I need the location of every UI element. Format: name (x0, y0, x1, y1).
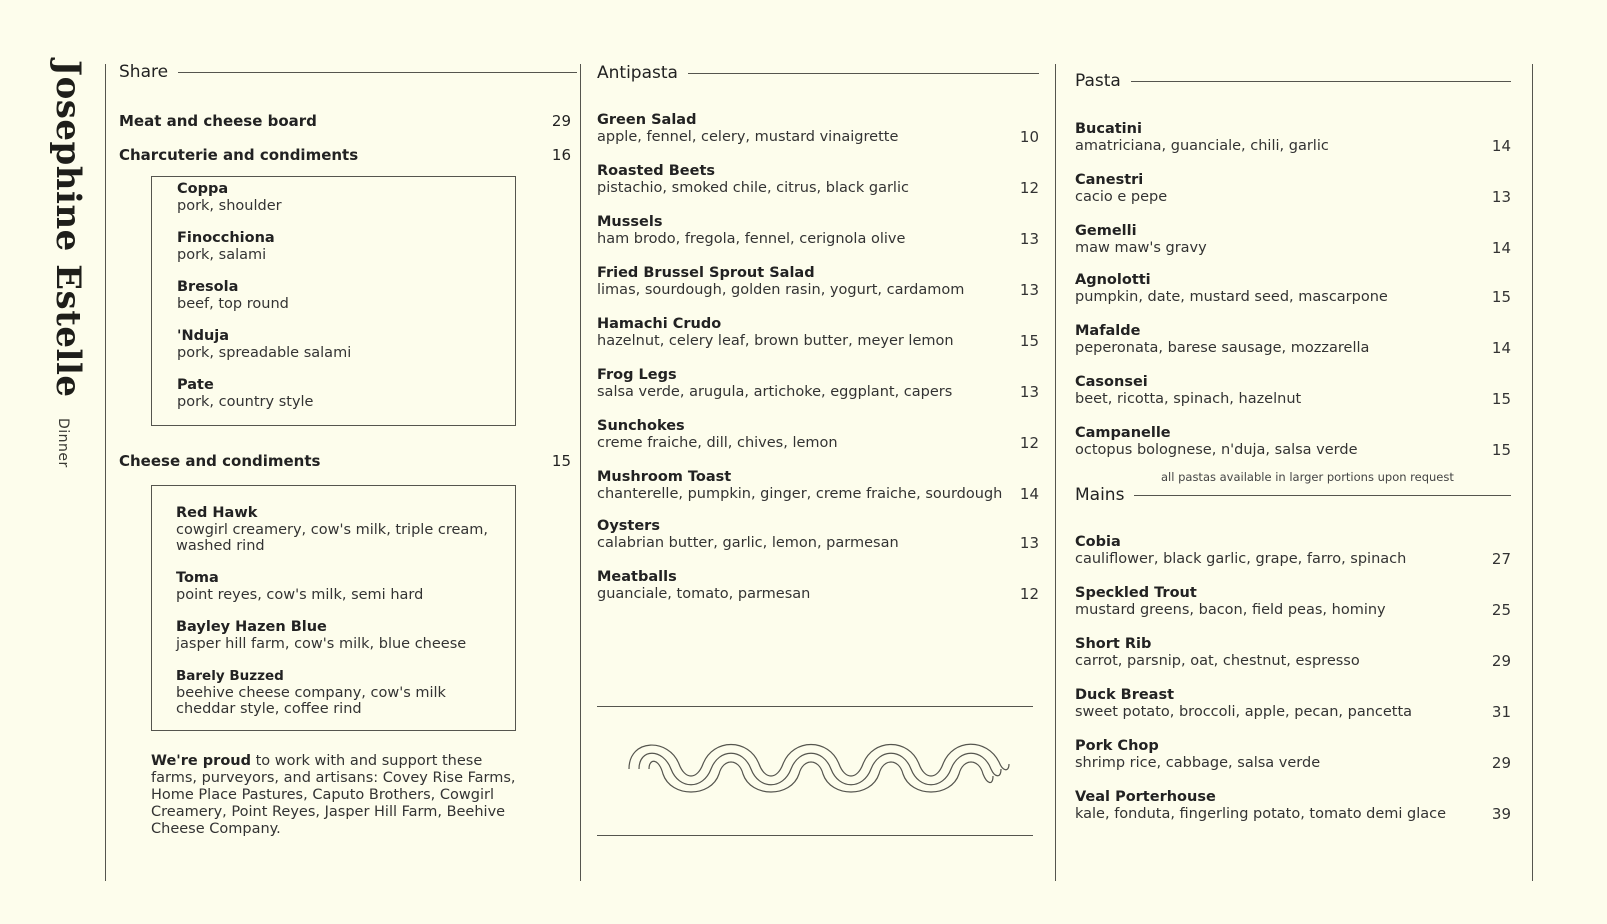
item-name: Coppa (177, 181, 229, 197)
menu-item (1075, 534, 1511, 568)
menu-item (597, 418, 1039, 452)
item-desc: point reyes, cow's milk, semi hard (176, 587, 424, 603)
menu-item (1075, 172, 1511, 206)
item-name: Mafalde (1075, 323, 1141, 339)
ornament-rule-bottom (597, 835, 1033, 836)
item-name: Short Rib (1075, 636, 1152, 652)
item-name: Red Hawk (176, 505, 258, 521)
ornament-rule-top (597, 706, 1033, 707)
item-price: 29 (1491, 754, 1511, 772)
item-desc: sweet potato, broccoli, apple, pecan, pancetta (1075, 704, 1413, 720)
item-desc: shrimp rice, cabbage, salsa verde (1075, 755, 1321, 771)
cheese-box (151, 485, 516, 731)
column-divider (1532, 64, 1533, 881)
menu-item (597, 569, 1039, 603)
item-name: Cheese and condiments (119, 452, 321, 470)
menu-type: Dinner (55, 418, 71, 468)
menu-item (1075, 374, 1511, 408)
menu-item (597, 518, 1039, 552)
list-item (176, 570, 505, 603)
list-item (176, 668, 505, 717)
menu-item (597, 112, 1039, 146)
list-item (177, 328, 515, 361)
item-name: Agnolotti (1075, 272, 1151, 288)
menu-item (597, 316, 1039, 350)
share-line (119, 146, 577, 164)
item-name: Duck Breast (1075, 687, 1175, 703)
item-price: 12 (1019, 179, 1039, 197)
item-desc: calabrian butter, garlic, lemon, parmesan (597, 535, 899, 551)
charcuterie-box (151, 176, 516, 426)
item-price: 14 (1491, 339, 1511, 357)
item-desc: pistachio, smoked chile, citrus, black garlic (597, 180, 909, 196)
item-desc: hazelnut, celery leaf, brown butter, meyer lemon (597, 333, 954, 349)
menu-item (1075, 636, 1511, 670)
item-name: Charcuterie and condiments (119, 146, 359, 164)
restaurant-name: Josephine Estelle (48, 60, 88, 398)
item-desc: amatriciana, guanciale, chili, garlic (1075, 138, 1329, 154)
item-price: 15 (1491, 288, 1511, 306)
list-item (176, 505, 505, 554)
menu-item (597, 469, 1039, 503)
item-desc: mustard greens, bacon, field peas, hominy (1075, 602, 1386, 618)
menu-item (597, 214, 1039, 248)
item-price: 16 (551, 146, 571, 164)
item-name: Oysters (597, 518, 660, 534)
item-desc: beehive cheese company, cow's milk cheddar style, coffee rind (176, 685, 446, 717)
item-price: 25 (1491, 601, 1511, 619)
item-desc: pork, country style (177, 394, 314, 410)
item-price: 15 (1491, 441, 1511, 459)
antipasta-header (597, 63, 1039, 83)
mains-header (1075, 485, 1511, 505)
item-name: Veal Porterhouse (1075, 789, 1216, 805)
item-name: Frog Legs (597, 367, 677, 383)
menu-item (1075, 323, 1511, 357)
item-name: Barely Buzzed (176, 668, 284, 684)
share-header (119, 62, 577, 82)
item-name: Mussels (597, 214, 663, 230)
item-name: Green Salad (597, 112, 697, 128)
item-desc: pork, salami (177, 247, 267, 263)
item-name: Fried Brussel Sprout Salad (597, 265, 815, 281)
menu-item (1075, 272, 1511, 306)
column-divider (105, 64, 106, 881)
section-rule (688, 73, 1039, 74)
pasta-header (1075, 71, 1511, 91)
list-item (176, 619, 505, 652)
item-name: Pate (177, 377, 214, 393)
item-name: Bayley Hazen Blue (176, 619, 327, 635)
item-price: 29 (551, 112, 571, 130)
item-desc: cacio e pepe (1075, 189, 1168, 205)
column-divider (580, 64, 581, 881)
pasta-mains-section (1075, 0, 1511, 924)
pasta-note: all pastas available in larger portions upon request (1161, 470, 1454, 484)
item-price: 14 (1491, 239, 1511, 257)
item-name: Canestri (1075, 172, 1144, 188)
section-title: Mains (1075, 485, 1125, 505)
menu-item (1075, 585, 1511, 619)
item-price: 31 (1491, 703, 1511, 721)
column-divider (1055, 64, 1056, 881)
share-section (119, 0, 577, 924)
menu-item (1075, 738, 1511, 772)
list-item (177, 377, 515, 410)
item-desc: beef, top round (177, 296, 289, 312)
item-name: Roasted Beets (597, 163, 716, 179)
section-rule (1134, 495, 1511, 496)
item-desc: guanciale, tomato, parmesan (597, 586, 811, 602)
item-name: Pork Chop (1075, 738, 1159, 754)
section-rule (178, 72, 577, 73)
item-price: 12 (1019, 434, 1039, 452)
item-price: 13 (1019, 383, 1039, 401)
item-price: 27 (1491, 550, 1511, 568)
item-price: 13 (1019, 534, 1039, 552)
item-desc: carrot, parsnip, oat, chestnut, espresso (1075, 653, 1360, 669)
list-item (177, 279, 515, 312)
item-desc: jasper hill farm, cow's milk, blue cheese (176, 636, 467, 652)
item-name: Gemelli (1075, 223, 1137, 239)
proud-text: to work with and support these farms, purveyors, and artisans: Covey Rise Farms, Home Place Pastures, Caputo Brothers, Cowgirl Creamery, Point Reyes, Jasper Hill Farm, Beehive Cheese Company. (151, 753, 516, 837)
item-desc: maw maw's gravy (1075, 240, 1207, 256)
menu-item (1075, 121, 1511, 155)
item-desc: salsa verde, arugula, artichoke, eggplant, capers (597, 384, 953, 400)
section-rule (1131, 81, 1511, 82)
brand (44, 60, 94, 480)
item-price: 13 (1019, 281, 1039, 299)
item-desc: cauliflower, black garlic, grape, farro, spinach (1075, 551, 1407, 567)
item-desc: octopus bolognese, n'duja, salsa verde (1075, 442, 1358, 458)
item-name: Bucatini (1075, 121, 1142, 137)
item-name: Sunchokes (597, 418, 685, 434)
item-desc: kale, fonduta, fingerling potato, tomato demi glace (1075, 806, 1447, 822)
item-price: 12 (1019, 585, 1039, 603)
item-desc: pork, shoulder (177, 198, 282, 214)
proud-lead: We're proud (151, 753, 251, 769)
item-name: Speckled Trout (1075, 585, 1197, 601)
item-desc: pork, spreadable salami (177, 345, 352, 361)
proud-statement (151, 753, 521, 838)
menu-item (597, 163, 1039, 197)
item-name: Hamachi Crudo (597, 316, 722, 332)
item-name: Casonsei (1075, 374, 1148, 390)
menu-item (597, 265, 1039, 299)
item-name: Campanelle (1075, 425, 1171, 441)
item-price: 14 (1491, 137, 1511, 155)
item-name: Cobia (1075, 534, 1121, 550)
item-name: Toma (176, 570, 219, 586)
item-price: 15 (551, 452, 571, 470)
item-desc: apple, fennel, celery, mustard vinaigrette (597, 129, 899, 145)
item-desc: limas, sourdough, golden rasin, yogurt, cardamom (597, 282, 965, 298)
section-title: Share (119, 62, 169, 82)
item-desc: ham brodo, fregola, fennel, cerignola olive (597, 231, 906, 247)
item-name: Finocchiona (177, 230, 275, 246)
item-desc: cowgirl creamery, cow's milk, triple cream, washed rind (176, 522, 489, 554)
item-name: Mushroom Toast (597, 469, 732, 485)
antipasta-section (597, 0, 1039, 924)
item-price: 15 (1019, 332, 1039, 350)
item-price: 29 (1491, 652, 1511, 670)
section-title: Pasta (1075, 71, 1121, 91)
item-desc: beet, ricotta, spinach, hazelnut (1075, 391, 1302, 407)
section-title: Antipasta (597, 63, 678, 83)
menu-item (1075, 223, 1511, 257)
item-price: 14 (1019, 485, 1039, 503)
menu-item (1075, 687, 1511, 721)
item-price: 15 (1491, 390, 1511, 408)
item-desc: pumpkin, date, mustard seed, mascarpone (1075, 289, 1388, 305)
item-desc: peperonata, barese sausage, mozzarella (1075, 340, 1370, 356)
item-desc: chanterelle, pumpkin, ginger, creme fraiche, sourdough (597, 486, 1003, 502)
pasta-squiggle-icon (625, 736, 1011, 802)
item-price: 10 (1019, 128, 1039, 146)
item-name: Bresola (177, 279, 239, 295)
item-price: 13 (1491, 188, 1511, 206)
menu-item (1075, 789, 1511, 823)
menu-item (597, 367, 1039, 401)
item-name: 'Nduja (177, 328, 230, 344)
item-desc: creme fraiche, dill, chives, lemon (597, 435, 838, 451)
item-price: 39 (1491, 805, 1511, 823)
item-name: Meatballs (597, 569, 677, 585)
item-price: 13 (1019, 230, 1039, 248)
item-name: Meat and cheese board (119, 112, 317, 130)
list-item (177, 181, 515, 214)
share-line (119, 452, 577, 470)
menu-item (1075, 425, 1511, 459)
list-item (177, 230, 515, 263)
share-line (119, 112, 577, 130)
